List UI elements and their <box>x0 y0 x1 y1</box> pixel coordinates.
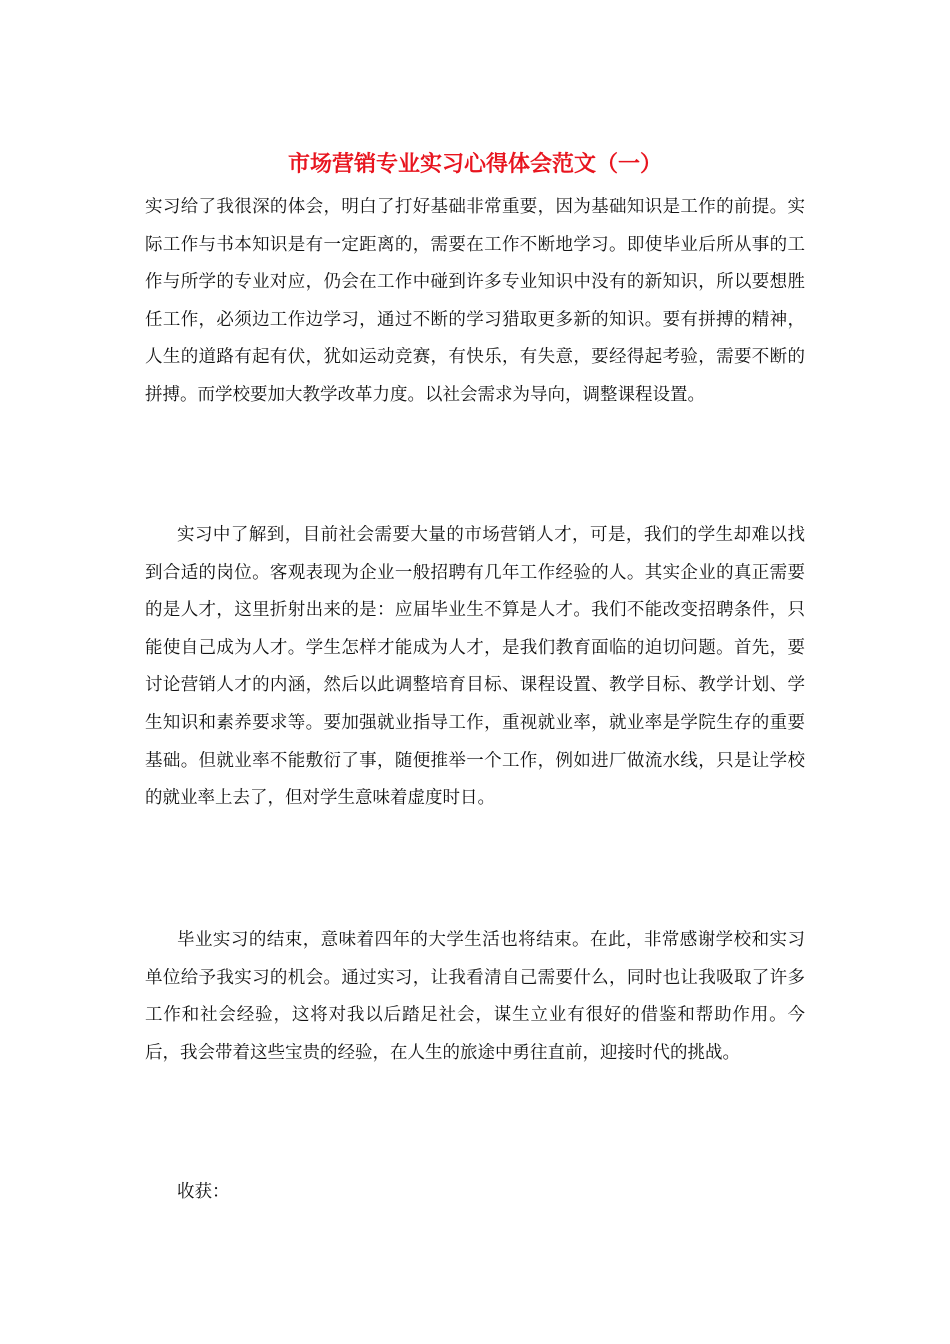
document-title: 市场营销专业实习心得体会范文（一） <box>287 151 662 177</box>
paragraph-3: 毕业实习的结束，意味着四年的大学生活也将结束。在此，非常感谢学校和实习单位给予我实习的机会。通过实习，让我看清自己需要什么，同时也让我吸取了许多工作和社会经验，这将对我以后踏足社会，谋生立业有很好的借鉴和帮助作用。今后，我会带着这些宝贵的经验，在人生的旅途中勇往直前，迎接时代的挑战。 <box>145 930 805 1063</box>
paragraph-4: 收获： <box>177 1182 230 1202</box>
paragraph-2: 实习中了解到，目前社会需要大量的市场营销人才，可是，我们的学生却难以找到合适的岗位。客观表现为企业一般招聘有几年工作经验的人。其实企业的真正需要的是人才，这里折射出来的是：应届毕业生不算是人才。我们不能改变招聘条件，只能使自己成为人才。学生怎样才能成为人才，是我们教育面临的迫切问题。首先，要讨论营销人才的内涵，然后以此调整培育目标、课程设置、教学目标、教学计划、学生知识和素养要求等。要加强就业指导工作，重视就业率，就业率是学院生存的重要基础。但就业率不能敷衍了事，随便推举一个工作，例如进厂做流水线，只是让学校的就业率上去了，但对学生意味着虚度时日。 <box>145 525 805 809</box>
paragraph-1: 实习给了我很深的体会，明白了打好基础非常重要，因为基础知识是工作的前提。实际工作与书本知识是有一定距离的，需要在工作不断地学习。即使毕业后所从事的工作与所学的专业对应，仍会在工作中碰到许多专业知识中没有的新知识，所以要想胜任工作，必须边工作边学习，通过不断的学习猎取更多新的知识。要有拼搏的精神，人生的道路有起有伏，犹如运动竞赛，有快乐，有失意，要经得起考验，需要不断的拼搏。而学校要加大教学改革力度。以社会需求为导向，调整课程设置。 <box>145 197 805 405</box>
